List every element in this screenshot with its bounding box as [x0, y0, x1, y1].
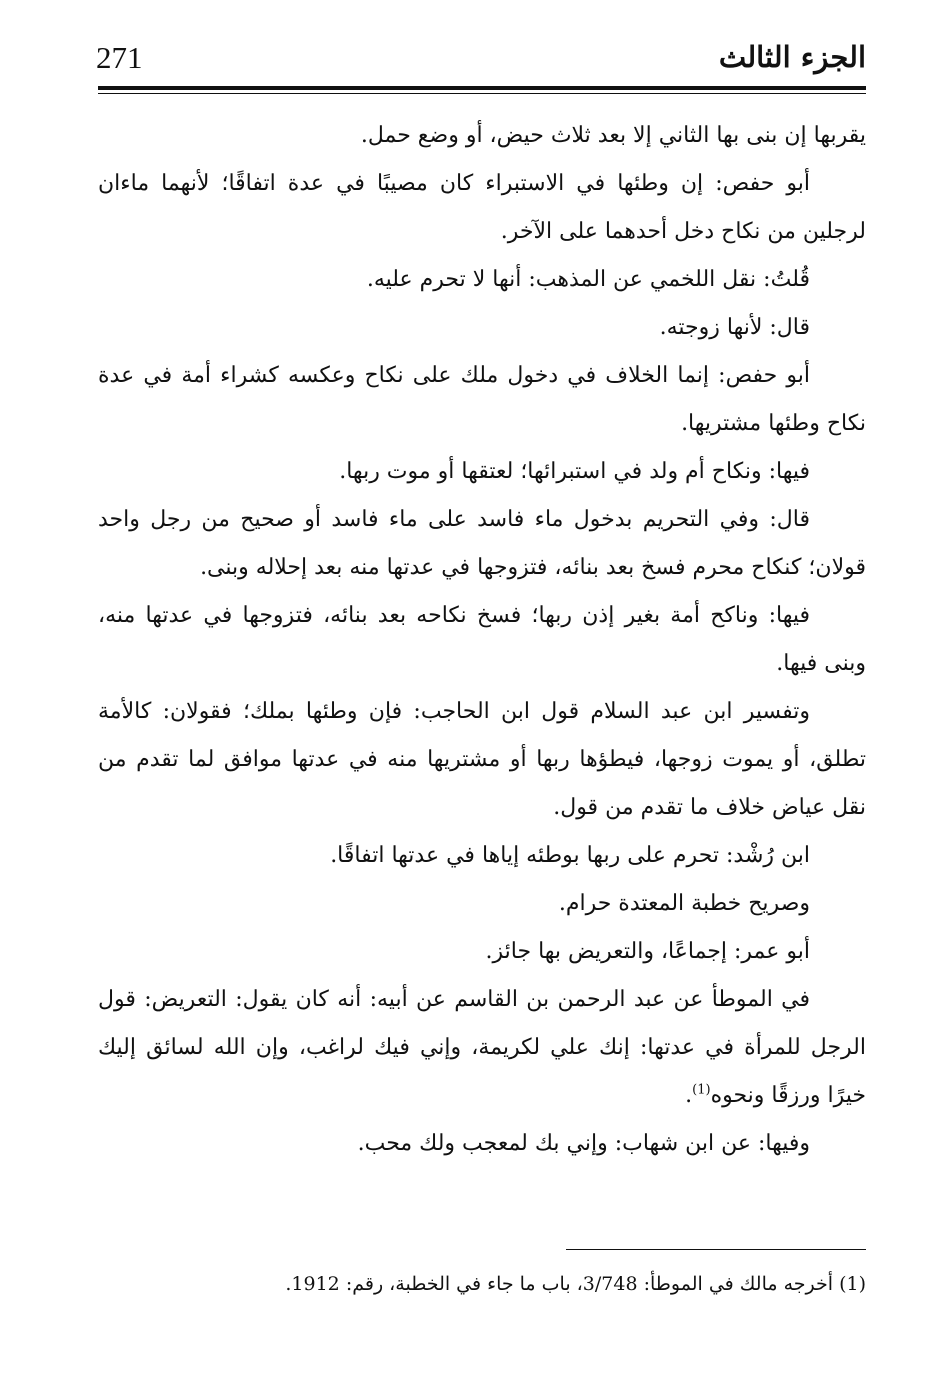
- body-text: [98, 112, 866, 1168]
- paragraph: [98, 832, 866, 880]
- paragraph: [98, 688, 866, 832]
- paragraph: [98, 592, 866, 688]
- header-rule-thin: [98, 93, 866, 94]
- paragraph: [98, 976, 866, 1120]
- paragraph-text: في الموطأ عن عبد الرحمن بن القاسم عن أبيه: أنه كان يقول: التعريض: قول الرجل للمرأة في عدتها: إنك علي لكريمة، وإني فيك لراغب، وإن الله لسائق إليك خيرًا ورزقًا ونحوه: [98, 987, 866, 1108]
- paragraph-tail: .: [685, 1083, 693, 1108]
- paragraph-text: أبو حفص: إن وطئها في الاستبراء كان مصيبًا في عدة اتفاقًا؛ لأنهما ماءان لرجلين من نكاح دخل أحدهما على الآخر.: [98, 171, 866, 244]
- paragraph-text: قُلتُ: نقل اللخمي عن المذهب: أنها لا تحرم عليه.: [366, 267, 810, 292]
- paragraph-text: وتفسير ابن عبد السلام قول ابن الحاجب: فإن وطئها بملك؛ فقولان: كالأمة تطلق، أو يموت زوجها، فيطؤها ربها أو مشتريها منه في عدتها موافق لما تقدم من نقل عياض خلاف ما تقدم من قول.: [98, 699, 866, 820]
- paragraph: [98, 352, 866, 448]
- paragraph: [98, 304, 866, 352]
- paragraph-text: قال: وفي التحريم بدخول ماء فاسد على ماء فاسد أو صحيح من رجل واحد قولان؛ كنكاح محرم فسخ بعد بنائه، فتزوجها في عدتها منه بعد إحلاله وبنى.: [98, 507, 866, 580]
- paragraph-text: وصريح خطبة المعتدة حرام.: [558, 891, 810, 916]
- paragraph-text: فيها: ونكاح أم ولد في استبرائها؛ لعتقها أو موت ربها.: [339, 459, 810, 484]
- paragraph-text: ابن رُشْد: تحرم على ربها بوطئه إياها في عدتها اتفاقًا.: [330, 843, 810, 868]
- paragraph-text: يقربها إن بنى بها الثاني إلا بعد ثلاث حيض، أو وضع حمل.: [360, 123, 866, 148]
- paragraph: [98, 160, 866, 256]
- paragraph: [98, 928, 866, 976]
- paragraph-text: فيها: وناكح أمة بغير إذن ربها؛ فسخ نكاحه بعد بنائه، فتزوجها في عدتها منه، وبنى فيها.: [98, 603, 866, 676]
- paragraph: [98, 448, 866, 496]
- paragraph: [98, 112, 866, 160]
- running-title: الجزء الثالث: [718, 40, 866, 74]
- paragraph-text: وفيها: عن ابن شهاب: وإني بك لمعجب ولك محب.: [357, 1131, 810, 1156]
- footnote-rule: [566, 1249, 866, 1250]
- footnote: (1) أخرجه مالك في الموطأ: 3/748، باب ما جاء في الخطبة، رقم: 1912.: [285, 1273, 866, 1295]
- paragraph-text: أبو حفص: إنما الخلاف في دخول ملك على نكاح وعكسه كشراء أمة في عدة نكاح وطئها مشتريها.: [98, 363, 866, 436]
- footnote-reference: (1): [692, 1082, 711, 1098]
- header-rule-thick: [98, 86, 866, 90]
- paragraph-text: قال: لأنها زوجته.: [659, 315, 810, 340]
- paragraph: [98, 256, 866, 304]
- paragraph: [98, 1120, 866, 1168]
- page-number: 271: [96, 40, 143, 75]
- paragraph: [98, 880, 866, 928]
- paragraph-text: أبو عمر: إجماعًا، والتعريض بها جائز.: [485, 939, 810, 964]
- paragraph: [98, 496, 866, 592]
